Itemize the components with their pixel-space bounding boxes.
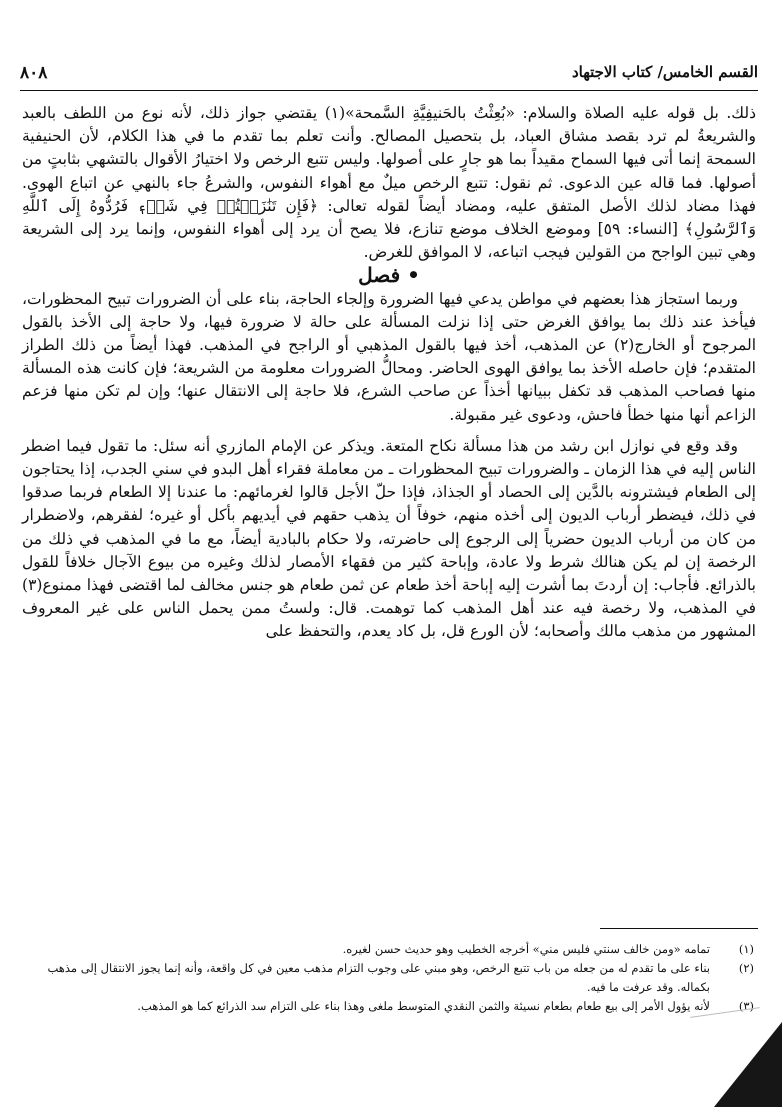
footnotes <box>30 940 758 1016</box>
footnote-rule <box>600 928 758 929</box>
footnote-number: (١) <box>738 942 754 956</box>
footnote-number: (٢) <box>738 961 754 975</box>
footnote-text: لأنه يؤول الأمر إلى بيع طعام بطعام نسيئة والثمن النقدي المتوسط ملغى وهذا بناء على التزام سد الذرائع كما هو المذهب. <box>137 999 710 1013</box>
header-title: القسم الخامس/ كتاب الاجتهاد <box>571 63 758 81</box>
running-header <box>20 63 758 87</box>
footnote-text: تمامه «ومن خالف سنتي فليس مني» أخرجه الخطيب وهو حديث حسن لغيره. <box>342 942 710 956</box>
paragraph-1: ذلك. بل قوله عليه الصلاة والسلام: «بُعِثْتُ بالحَنيفِيَّةِ السَّمحة»(١) يقتضي جواز ذلك، لأنه نوع من اللطف بالعبد والشريعةُ لم ترد بقصد مشاق العباد، بل بتحصيل المصالح. وأنت تعلم بما تقدم ما في هذا الكلام، لأن الحنيفية السمحة إنما أتى فيها السماح مقيداً بما هو جارٍ على أصولها. وليس تتبع الرخص ولا اختيارُ الأقوال بالتشهي بثابتٍ من أصولها. فما قاله عين الدعوى. ثم نقول: تتبع الرخص ميلٌ مع أهواء النفوس، والشرعُ جاء بالنهي عن اتباع الهوى. فهذا مضاد لذلك الأصل المتفق عليه، ومضاد أيضاً لقوله تعالى: ﴿فَإِن تَنَٰزَعۡتُمۡ فِي شَيۡءٖ فَرُدُّوهُ إِلَى ٱللَّهِ وَٱلرَّسُولِ﴾ [النساء: ٥٩] وموضع الخلاف موضع تنازع، فلا يصح أن يرد إلى أهواء النفوس، وإنما يرد إلى الشريعة وهي تبين الواجح من القولين فيجب اتباعه، لا الموافق للغرض. <box>22 104 756 262</box>
scan-corner-shadow <box>714 1022 782 1107</box>
paragraph-3: وقد وقع في نوازل ابن رشد من هذا مسألة نكاح المتعة. ويذكر عن الإمام المازري أنه سئل: ما تقول فيما اضطر الناس إليه في هذا الزمان ـ والضرورات تبيح المحظورات ـ من معاملة فقراء أهل البدو في سني الجدب، إذا يحتاجون إلى الطعام فيشترونه بالدَّين إلى الحصاد أو الجذاذ، فإذا حلّ الأجل قالوا لغرمائهم: ما عندنا إلا الطعام فربما صدقوا في ذلك، فيضطر أرباب الديون إلى أخذه منهم، خوفاً أن يذهب حقهم في أيديهم بأكل أو غيره؛ لفقرهم، ولاضطرار من كان من أرباب الديون حضرياً إلى الرجوع إلى حاضرته، ولا حكام بالبادية أيضاً، مع ما في المذهب في ذلك من الرخصة إن لم يكن هنالك شرط ولا عادة، وإباحة كثير من فقهاء الأمصار لذلك وغيره من بيوع الآجال خلافاً للقول بالذرائع. فأجاب: إن أردتَ بما أشرت إليه إباحة أخذ طعام عن ثمن طعام هو جنس مخالف لما اقتضى فهذا ممنوع(٣) في المذهب، ولا رخصة فيه عند أهل المذهب كما توهمت. قال: ولستُ ممن يحمل الناس على غير المعروف المشهور من مذهب مالك وأصحابه؛ لأن الورع قل، بل كاد يعدم، والتحفظ على <box>22 436 756 641</box>
main-text <box>22 102 756 644</box>
footnote-1 <box>30 940 758 959</box>
footnote-number: (٣) <box>738 999 754 1013</box>
section-heading: • فصل <box>358 263 420 288</box>
footnote-text: بناء على ما تقدم له من جعله من باب تتبع الرخص، وهو مبني على وجوب التزام مذهب معين في كل واقعة، وأنه إنما يجوز الانتقال إلى مذهب بكماله. وقد عرفت ما فيه. <box>47 961 710 994</box>
paragraph-2: وربما استجاز هذا بعضهم في مواطن يدعي فيها الضرورة وإلجاء الحاجة، بناء على أن الضرورات تبيح المحظورات، فيأخذ عند ذلك بما يوافق الغرض حتى إذا نزلت المسألة على حالة لا ضرورة فيها، ولا حاجة إلى الأخذ بالقول المرجوح أو الخارج(٢) عن المذهب، أخذ فيها بالقول المذهبي أو الراجح في المذهب. فهذا أيضاً من ذلك الطراز المتقدم؛ فإن حاصله الأخذ بما يوافق الهوى الحاضر. ومحالُّ الضرورات معلومة من الشريعة؛ فإن كانت هذه المسألة منها فصاحب المذهب قد تكفل ببيانها أخذاً عن صاحب الشرع، فلا حاجة إلى الانتقال عنها؛ وإن لم تكن منها فزعم الزاعم أنها منها خطأ فاحش، ودعوى غير مقبولة. <box>22 289 757 424</box>
header-rule <box>20 90 758 91</box>
footnote-3 <box>30 997 758 1016</box>
page-number: ٨٠٨ <box>20 63 48 83</box>
footnote-2 <box>30 959 758 997</box>
